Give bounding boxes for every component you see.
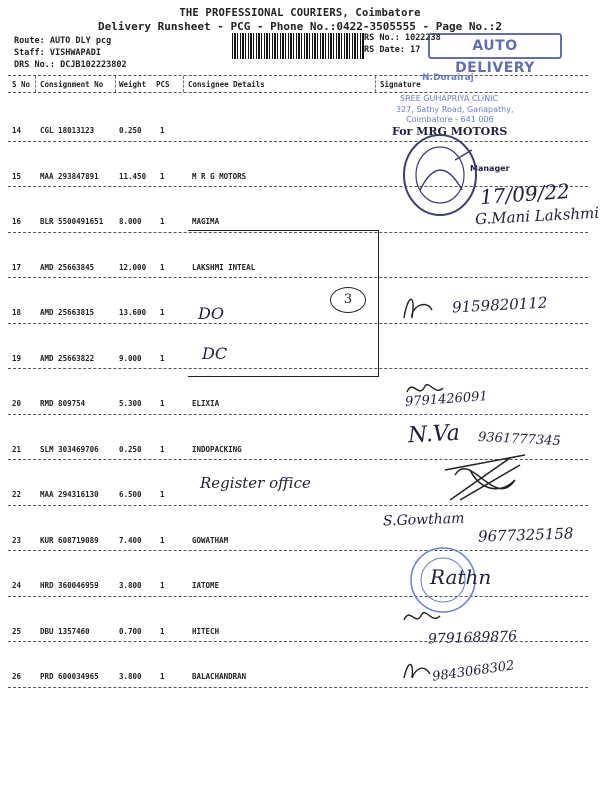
cell-weight: 0.250	[119, 444, 142, 454]
row-rule	[8, 414, 588, 415]
header-sep	[183, 76, 184, 92]
circled-count: 3	[330, 287, 366, 313]
signature-icon	[402, 606, 442, 628]
cell-weight: 3.800	[119, 672, 142, 681]
cell-weight: 0.250	[119, 126, 142, 135]
stamp-line4: Coimbatore - 641 006	[406, 115, 494, 124]
header-sep	[35, 76, 36, 92]
cell-weight: 0.700	[119, 626, 142, 636]
stamp-line2: SREE GUHAPRIYA CLINIC	[400, 94, 499, 103]
col-sno: S No	[12, 80, 31, 89]
cell-sno: 18	[12, 308, 22, 317]
cell-consignment: KUR 608719089	[40, 535, 99, 545]
cell-details: ELIXIA	[192, 399, 220, 408]
cell-weight: 9.000	[119, 353, 142, 363]
meta-block	[14, 35, 127, 71]
drs-label: DRS No.:	[14, 60, 55, 70]
hand-sig-21: N.Va	[407, 420, 461, 449]
staff-line	[14, 47, 127, 59]
staff-value: VISHWAPADI	[49, 48, 102, 58]
cell-pcs: 1	[160, 626, 165, 636]
cell-consignment: MAA 294316130	[40, 490, 99, 499]
rs-no-value: 1022238	[404, 33, 441, 43]
hand-dc: DC	[202, 344, 228, 363]
cell-pcs: 1	[160, 581, 165, 590]
stamp-manager: Manager	[470, 164, 510, 173]
cell-pcs: 1	[160, 672, 165, 681]
hand-phone-23: 9677325158	[477, 524, 574, 546]
cell-details: HITECH	[192, 626, 220, 636]
cell-sno: 22	[12, 490, 22, 499]
cell-sno: 14	[12, 126, 22, 135]
cell-weight: 12.000	[119, 262, 147, 272]
auto-delivery-text: AUTO DELIVERY	[455, 38, 535, 76]
stamp-line1: N.Dorairaj	[422, 73, 474, 83]
col-signature: Signature	[380, 80, 421, 89]
cell-consignment: SLM 303469706	[40, 444, 99, 454]
cell-details: LAKSHMI INTEAL	[192, 262, 256, 272]
hand-name: G.Mani Lakshmi	[474, 203, 600, 229]
cell-pcs: 1	[160, 444, 165, 454]
rs-date-label: RS Date:	[364, 45, 405, 55]
hand-phone-26: 9843068302	[431, 658, 516, 685]
route-value: AUTO DLY pcg	[49, 36, 112, 46]
cell-consignment: DBU 1357460	[40, 626, 90, 636]
cell-details: BALACHANDRAN	[192, 672, 247, 681]
hand-phone-20: 9791426091	[404, 389, 489, 410]
cell-weight: 8.000	[119, 217, 142, 226]
cell-sno: 15	[12, 171, 22, 181]
cell-consignment: HRD 360046959	[40, 581, 99, 590]
hand-sig-24: Rathn	[430, 565, 492, 589]
scribble-signature-icon	[440, 450, 530, 505]
cell-sno: 21	[12, 444, 22, 454]
cell-pcs: 1	[160, 535, 165, 545]
drs-line	[14, 59, 127, 71]
staff-label: Staff:	[14, 48, 45, 58]
cell-details: M R G MOTORS	[192, 171, 247, 181]
row-rule	[8, 596, 588, 597]
cell-consignment: AMD 25663822	[40, 353, 95, 363]
cell-weight: 13.600	[119, 308, 147, 317]
signature-icon	[402, 658, 432, 684]
cell-pcs: 1	[160, 399, 165, 408]
cell-sno: 20	[12, 399, 22, 408]
cell-pcs: 1	[160, 126, 165, 135]
col-pcs: PCS	[156, 80, 170, 89]
cell-pcs: 1	[160, 171, 165, 181]
hand-phone-18: 9159820112	[451, 293, 548, 317]
cell-pcs: 1	[160, 217, 165, 226]
auto-delivery-stamp	[428, 33, 562, 76]
hand-sig-23: S.Gowtham	[382, 510, 465, 530]
rs-date-value: 17	[410, 45, 421, 55]
company-title: THE PROFESSIONAL COURIERS, Coimbatore	[179, 7, 421, 19]
row-rule	[8, 687, 588, 688]
round-seal-icon	[400, 130, 480, 220]
cell-weight: 11.450	[119, 171, 147, 181]
cell-pcs: 1	[160, 262, 165, 272]
cell-consignment: CGL 18013123	[40, 126, 95, 135]
hand-date: 17/09/22	[479, 178, 571, 210]
stamp-for-line: For MRG MOTORS	[392, 125, 508, 138]
cell-sno: 19	[12, 353, 22, 363]
cell-consignment: BLR 5500491651	[40, 217, 104, 226]
hand-register-office: Register office	[200, 474, 311, 492]
cell-weight: 7.400	[119, 535, 142, 545]
cell-sno: 25	[12, 626, 22, 636]
cell-pcs: 1	[160, 490, 165, 499]
cell-consignment: PRD 600034965	[40, 672, 99, 681]
col-weight: Weight	[119, 80, 147, 89]
cell-details: IATOME	[192, 581, 220, 590]
cell-details: INDOPACKING	[192, 444, 242, 454]
cell-sno: 17	[12, 262, 22, 272]
cell-consignment: RMD 809754	[40, 399, 86, 408]
cell-consignment: AMD 25663815	[40, 308, 95, 317]
stamp-line3: 327, Sathy Road, Ganapathy,	[396, 105, 514, 114]
cell-pcs: 1	[160, 308, 165, 317]
route-line	[14, 35, 127, 47]
cell-weight: 6.500	[119, 490, 142, 499]
row-rule	[8, 550, 588, 551]
cell-sno: 26	[12, 672, 22, 681]
cell-weight: 3.800	[119, 581, 142, 590]
rs-no-label: RS No.:	[364, 33, 400, 43]
cell-consignment: MAA 293847891	[40, 171, 99, 181]
route-label: Route:	[14, 36, 45, 46]
hand-phone-25: 9791689876	[427, 628, 518, 648]
hand-do: DO	[198, 304, 224, 323]
signature-icon	[398, 288, 438, 328]
col-consignment: Consignment No	[40, 80, 104, 89]
col-details: Consignee Details	[188, 80, 265, 89]
cell-sno: 16	[12, 217, 22, 226]
cell-weight: 5.300	[119, 399, 142, 408]
runsheet-subtitle: Delivery Runsheet - PCG - Phone No.:0422-3505555 - Page No.:2	[98, 20, 502, 33]
cell-sno: 24	[12, 581, 22, 590]
hand-phone-21: 9361777345	[477, 429, 562, 450]
cell-details: GOWATHAM	[192, 535, 229, 545]
drs-value: DCJB102223802	[60, 60, 127, 70]
barcode	[232, 33, 364, 59]
cell-sno: 23	[12, 535, 22, 545]
cell-pcs: 1	[160, 353, 165, 363]
cell-details: MAGIMA	[192, 217, 220, 226]
header-sep	[115, 76, 116, 92]
cell-consignment: AMD 25663845	[40, 262, 95, 272]
